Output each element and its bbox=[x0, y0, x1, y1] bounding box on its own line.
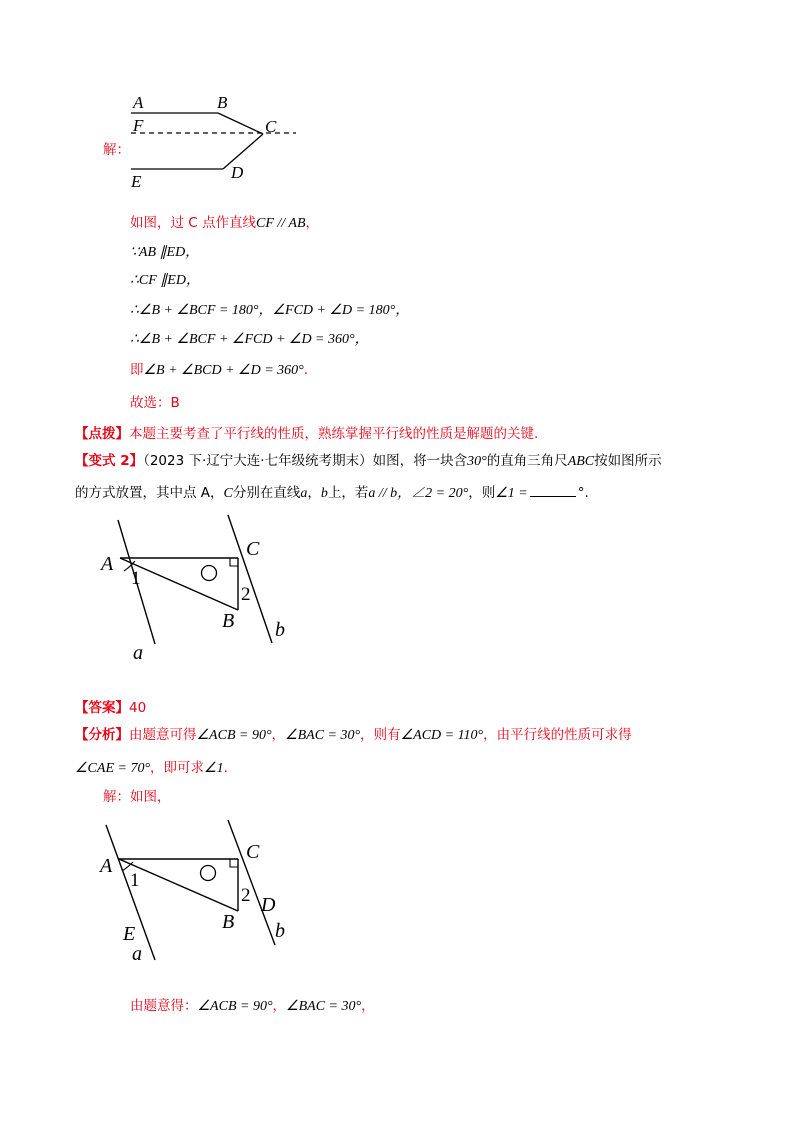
fig3-label-D: D bbox=[261, 894, 276, 916]
variant2-line2-b2: b bbox=[320, 486, 328, 501]
solution-line-6 bbox=[130, 361, 308, 380]
analysis-m4: ∠CAE = 70° bbox=[75, 761, 151, 776]
solution-choice: 故选：B bbox=[130, 395, 180, 411]
dianbo-text: 本题主要考查了平行线的性质，熟练掌握平行线的性质是解题的关键. bbox=[129, 426, 539, 442]
variant2-line2-a: 的方式放置，其中点 A， bbox=[75, 485, 224, 501]
variant2-line2-then: ，则 bbox=[468, 485, 496, 501]
final-m2: ∠BAC = 30° bbox=[286, 999, 362, 1014]
analysis-line-1 bbox=[75, 726, 632, 745]
dianbo-tag: 【点拨】 bbox=[75, 426, 129, 442]
fig3-label-b: b bbox=[275, 920, 285, 942]
analysis-m3: ∠ACD = 110° bbox=[400, 728, 484, 743]
variant2-30deg: 30° bbox=[467, 454, 487, 469]
solution-label: 解： bbox=[103, 142, 130, 158]
final-sep: ， bbox=[272, 998, 287, 1014]
fig3-label-E: E bbox=[123, 923, 136, 945]
variant2-source: （2023 下·辽宁大连·七年级统考期末）如图，将一块含 bbox=[143, 453, 468, 469]
solution-line-1-text: 如图，过 C 点作直线 bbox=[130, 215, 257, 231]
solution-line-2: ∵AB ∥ED， bbox=[130, 245, 200, 260]
fig2-label-b: b bbox=[275, 619, 285, 641]
variant2-line-1 bbox=[75, 452, 662, 471]
analysis-t1: 由题意可得 bbox=[129, 727, 197, 743]
solution-line-1 bbox=[130, 214, 319, 233]
analysis-m5: ∠1 bbox=[204, 761, 224, 776]
fig3-angle-1: 1 bbox=[130, 870, 140, 891]
fig3-angle-2: 2 bbox=[241, 885, 251, 906]
label-F: F bbox=[133, 116, 144, 135]
solution-line-6-math: ∠B + ∠BCD + ∠D = 360° bbox=[143, 363, 304, 378]
variant2-abc: ABC bbox=[567, 454, 595, 469]
analysis-m2: ∠BAC = 30° bbox=[285, 728, 361, 743]
variant2-line2-c: C bbox=[223, 486, 233, 501]
label-C: C bbox=[265, 117, 277, 136]
solution2-jie: 解：如图， bbox=[103, 789, 171, 805]
variant2-line-2 bbox=[75, 484, 589, 503]
solution-line-4: ∴∠B + ∠BCF = 180°，∠FCD + ∠D = 180°， bbox=[130, 303, 410, 318]
fig2-angle-2: 2 bbox=[241, 584, 251, 605]
final-m1: ∠ACB = 90° bbox=[197, 999, 273, 1014]
variant2-line2-cond: a // b，∠2 = 20° bbox=[368, 486, 469, 501]
analysis-tag: 【分析】 bbox=[75, 727, 129, 743]
variant2-line2-b: 分别在直线 bbox=[232, 485, 301, 501]
fig2-label-B: B bbox=[222, 610, 235, 632]
label-D: D bbox=[231, 163, 244, 182]
solution-line-5: ∴∠B + ∠BCF + ∠FCD + ∠D = 360°， bbox=[130, 332, 369, 347]
variant2-line2-comma: ， bbox=[307, 485, 321, 501]
analysis-t3: ，则有 bbox=[360, 727, 401, 743]
analysis-t5: ，即可求 bbox=[150, 760, 205, 776]
solution-line-3: ∴CF ∥ED， bbox=[130, 273, 200, 288]
answer-blank bbox=[530, 484, 576, 497]
figure-parallel-lines-1 bbox=[120, 90, 310, 190]
variant2-after30: 的直角三角尺 bbox=[486, 453, 568, 469]
fig3-label-C: C bbox=[246, 841, 260, 863]
label-E: E bbox=[131, 172, 142, 191]
analysis-m1: ∠ACB = 90° bbox=[196, 728, 272, 743]
solution-line-1-math: CF // AB bbox=[256, 216, 306, 231]
solution-line-6-prefix: 即 bbox=[130, 362, 144, 378]
fig3-label-A: A bbox=[100, 855, 113, 877]
fig2-label-A: A bbox=[101, 553, 114, 575]
analysis-t4: ，由平行线的性质可求得 bbox=[483, 727, 632, 743]
variant2-line2-on: 上，若 bbox=[327, 485, 369, 501]
variant2-line2-ask: ∠1 = bbox=[495, 486, 528, 501]
fig2-label-a: a bbox=[133, 642, 143, 664]
analysis-line-2 bbox=[75, 759, 228, 778]
answer-value: 40 bbox=[129, 700, 147, 716]
analysis-t2: ， bbox=[271, 727, 286, 743]
answer-line bbox=[75, 699, 146, 717]
variant2-line2-end: °. bbox=[577, 485, 589, 501]
variant2-after-abc: 按如图所示 bbox=[594, 453, 662, 469]
final-end: ， bbox=[361, 998, 375, 1014]
answer-tag: 【答案】 bbox=[75, 700, 129, 716]
variant2-line2-a2: a bbox=[300, 486, 308, 501]
final-line bbox=[130, 997, 375, 1016]
fig2-label-C: C bbox=[246, 538, 260, 560]
label-A: A bbox=[133, 93, 144, 112]
fig3-label-a: a bbox=[132, 943, 142, 965]
label-B: B bbox=[217, 93, 228, 112]
figure-triangle-ruler-2 bbox=[95, 515, 305, 665]
figure-triangle-ruler-3 bbox=[95, 820, 315, 970]
final-prefix: 由题意得： bbox=[130, 998, 198, 1014]
analysis-t6: . bbox=[223, 760, 228, 776]
solution-line-6-suffix: . bbox=[303, 362, 309, 378]
fig3-label-B: B bbox=[222, 911, 235, 933]
variant2-tag: 【变式 2】 bbox=[75, 453, 144, 469]
fig2-angle-1: 1 bbox=[131, 568, 141, 589]
dianbo-line bbox=[75, 425, 538, 443]
solution-line-1-suffix: ， bbox=[305, 215, 320, 231]
